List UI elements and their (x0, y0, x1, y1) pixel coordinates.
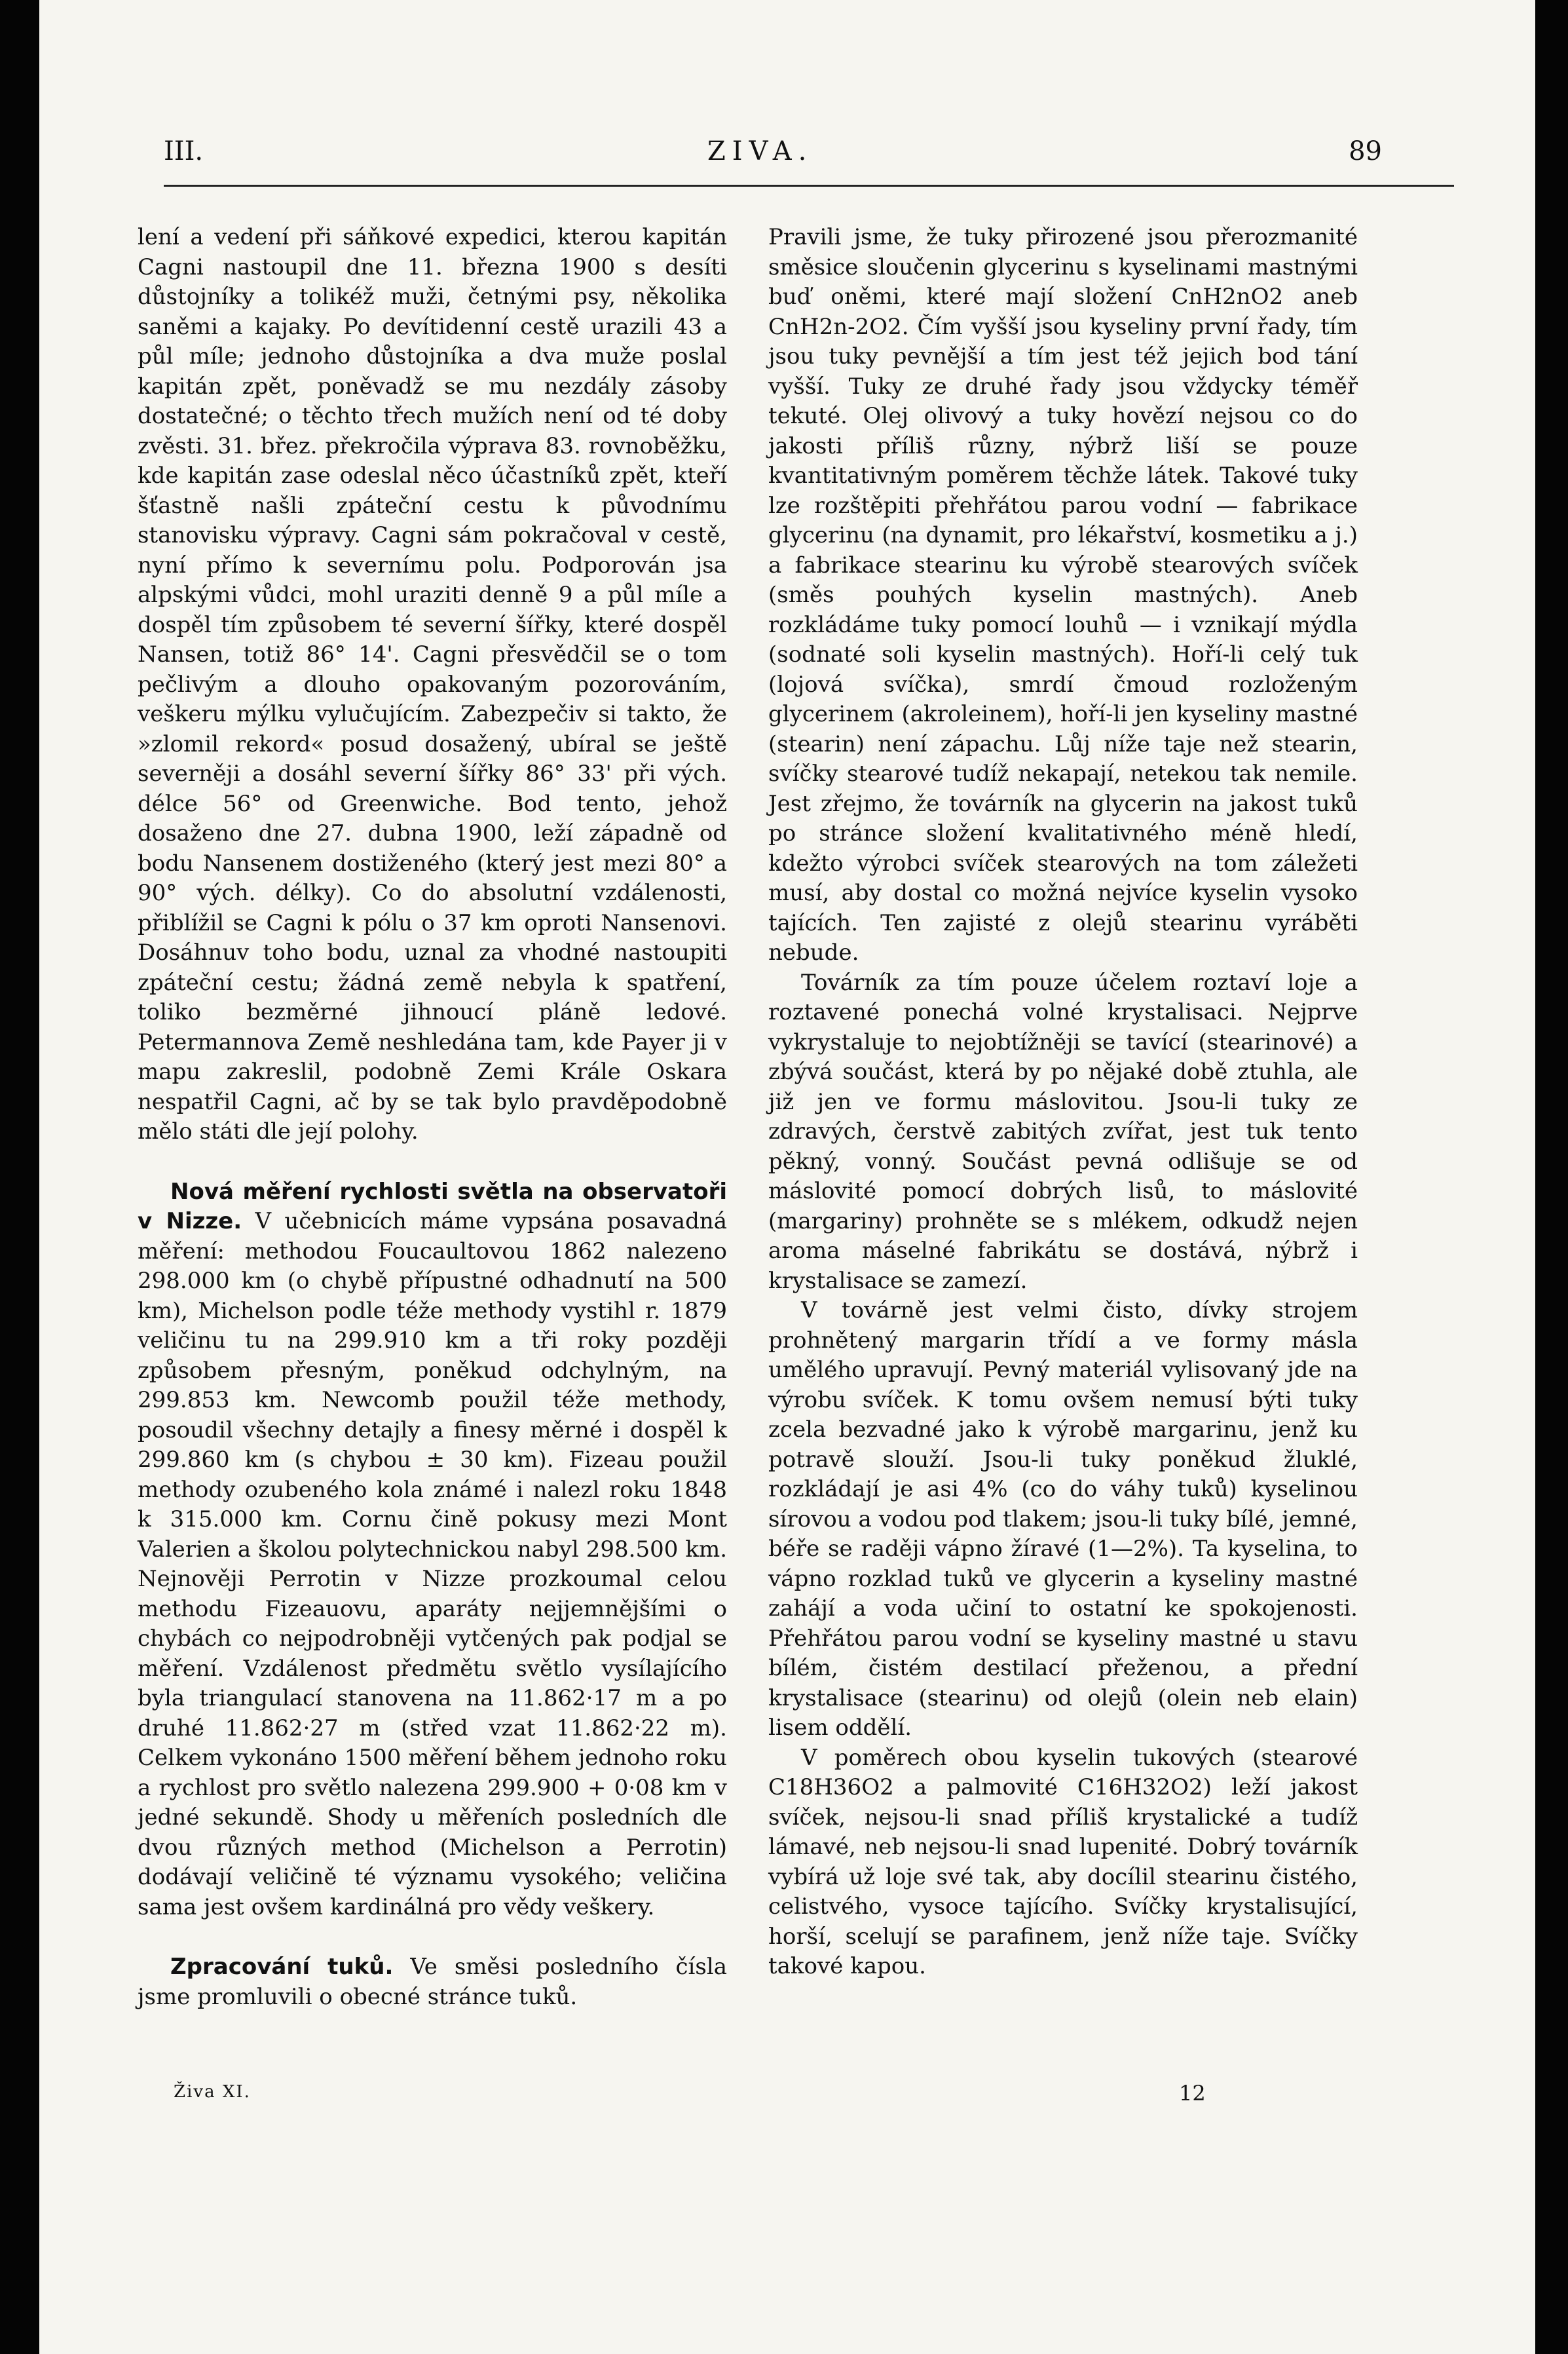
journal-title: ZIVA. (707, 136, 813, 166)
paragraph: Továrník za tím pouze účelem roztaví loje a roztavené ponechá volné krystalisaci. Nejprve vykrystaluje to nejobtížněji se tavící (stearinové) a zbývá součást, která by po nějaké době ztuhla, ale již jen ve formu máslovitou. Jsou-li tuky ze zdravých, čerstvě zabitých zvířat, jest tuk tento pěkný, vonný. Součást pevná odlišuje se od máslovité pomocí dobrých lisů, to máslovité (margariny) prohněte se s mlékem, odkudž nejen aroma máselné fabrikátu se dostává, nýbrž i krystalisace se zamezí. (768, 969, 1358, 1294)
section-body: Ve směsi posledního čísla jsme promluvili o obecné stránce tuků. (138, 1954, 728, 2010)
sheet-number: 12 (1179, 2081, 1206, 2106)
signature-mark: Živa XI. (174, 2082, 251, 2102)
paragraph: Pravili jsme, že tuky přirozené jsou přerozmanité směsice sloučenin glycerinu s kyselinami mastnými buď oněmi, které mají složení CnH2nO2 aneb CnH2n-2O2. Čím vyšší jsou kyseliny první řady, tím jsou tuky pevnější a tím jest též jejich bod tání vyšší. Tuky ze druhé řady jsou vždycky téměř tekuté. Olej olivový a tuky hovězí nejsou co do jakosti příliš různy, nýbrž liší se pouze kvantitativným poměrem těchže látek. Takové tuky lze rozštěpiti přehřátou parou vodní — fabrikace glycerinu (na dynamit, pro lékařství, kosmetiku a j.) a fabrikace stearinu ku výrobě stearových svíček (směs pouhých kyselin mastných). Aneb rozkládáme tuky pomocí louhů — i vznikají mýdla (sodnaté soli kyselin mastných). Hoří-li celý tuk (lojová svíčka), smrdí čmoud rozloženým glycerinem (akroleinem), hoří-li jen kyseliny mastné (stearin) není zápachu. Lůj níže taje než stearin, svíčky stearové tudíž nekapají, netekou tak nemile. Jest zřejmo, že továrník na glycerin na jakost tuků po stránce složení kvalitativného méně hledí, kdežto výrobci svíček stearových na tom záležeti musí, aby dostal co možná nejvíce kyselin vysoko tajících. Ten zajisté z olejů stearinu vyráběti nebude. (768, 224, 1358, 966)
left-column (138, 223, 727, 2012)
page (39, 0, 1535, 2354)
section-body: V učebnicích máme vypsána posavadná měření: methodou Foucaultovou 1862 nalezeno 298.000 km (o chybě přípustné odhadnutí na 500 km), Michelson podle téže methody vystihl r. 1879 veličinu tu na 299.910 km a tři roky později způsobem přesným, poněkud odchylným, na 299.853 km. Newcomb použil téže methody, posoudil všechny detajly a finesy měrné i dospěl k 299.860 km (s chybou ± 30 km). Fizeau použil methody ozubeného kola známé i nalezl roku 1848 k 315.000 km. Cornu čině pokusy mezi Mont Valerien a školou polytechnickou nabyl 298.500 km. Nejnověji Perrotin v Nizze prozkoumal celou methodu Fizeauovu, aparáty nejjemnějšími o chybách co nejpodrobněji vytčených pak podjal se měření. Vzdálenost předmětu světlo vysílajícího byla triangulací stanovena na 11.862·17 m a po druhé 11.862·27 m (střed vzat 11.862·22 m). Celkem vykonáno 1500 měření během jednoho roku a rychlost pro světlo nalezena 299.900 + 0·08 km v jedné sekundě. Shody u měřeních posledních dle dvou různých method (Michelson a Perrotin) dodávají veličině té významu vysokého; veličina sama jest ovšem kardinálná pro vědy veškery. (138, 1208, 728, 1920)
running-header (164, 136, 1382, 176)
right-column (768, 223, 1358, 1982)
article-continuation-paragraph: lení a vedení při sáňkové expedici, kterou kapitán Cagni nastoupil dne 11. března 1900 s desíti důstojníky a tolikéž muži, četnými psy, několika saněmi a kajaky. Po devítidenní cestě urazili 43 a půl míle; jednoho důstojníka a dva muže poslal kapitán zpět, poněvadž se mu nezdály zásoby dostatečné; o těchto třech mužích není od té doby zvěsti. 31. břez. překročila výprava 83. rovnoběžku, kde kapitán zase odeslal něco účastníků zpět, kteří šťastně našli zpáteční cestu k původnímu stanovisku výpravy. Cagni sám pokračoval v cestě, nyní přímo k severnímu polu. Podporován jsa alpskými vůdci, mohl uraziti denně 9 a půl míle a dospěl tím způsobem té severní šířky, které dospěl Nansen, totiž 86° 14'. Cagni přesvědčil se o tom pečlivým a dlouho opakovaným pozorováním, veškeru mýlku vylučujícím. Zabezpečiv si takto, že »zlomil rekord« posud dosažený, ubíral se ještě severněji a dosáhl severní šířky 86° 33' při vých. délce 56° od Greenwiche. Bod tento, jehož dosaženo dne 27. dubna 1900, leží západně od bodu Nansenem dostiženého (který jest mezi 80° a 90° vých. délky). Co do absolutní vzdálenosti, přiblížil se Cagni k pólu o 37 km oproti Nansenovi. Dosáhnuv toho bodu, uznal za vhodné nastoupiti zpáteční cestu; žádná země nebyla k spatření, toliko bezměrné jihnoucí pláně ledové. Petermannova Země neshledána tam, kde Payer ji v mapu zakreslil, podobně Zemi Krále Oskara nespatřil Cagni, ač by se tak bylo pravděpodobně mělo státi dle její polohy. (138, 224, 727, 1145)
light-speed-section (138, 1177, 727, 1923)
fat-processing-section (138, 1952, 727, 2012)
scan-border-right (1535, 0, 1568, 2354)
volume-number: III. (164, 136, 204, 166)
scan-border-left (0, 0, 39, 2354)
section-heading: Nová měření rychlosti světla na observatoři v Nizze. (138, 1178, 727, 1234)
header-rule (164, 185, 1454, 187)
section-heading: Zpracování tuků. (170, 1954, 394, 1980)
page-number: 89 (1349, 136, 1382, 166)
paragraph: V továrně jest velmi čisto, dívky strojem prohnětený margarin třídí a ve formy másla umělého upravují. Pevný materiál vylisovaný jde na výrobu svíček. K tomu ovšem nemusí býti tuky zcela bezvadné jako k výrobě margarinu, jenž ku potravě slouží. Jsou-li tuky poněkud žluklé, rozkládají je asi 4% (co do váhy tuků) kyselinou sírovou a vodou pod tlakem; jsou-li tuky bílé, jemné, béře se raději vápno žíravé (1—2%). Ta kyselina, to vápno rozklad tuků ve glycerin a kyseliny mastné zahájí a voda učiní to ostatní ke spokojenosti. Přehřátou parou vodní se kyseliny mastné u stavu bílém, čistém destilací přeženou, a přední krystalisace (stearinu) od olejů (olein neb elain) lisem oddělí. (768, 1297, 1358, 1741)
paragraph: V poměrech obou kyselin tukových (stearové C18H36O2 a palmovité C16H32O2) leží jakost svíček, nejsou-li snad příliš krystalické a tudíž lámavé, neb nejsou-li snad lupenité. Dobrý továrník vybírá už loje své tak, aby docílil stearinu čistého, celistvého, vysoce tajícího. Svíčky krystalisující, horší, scelují se parafinem, jenž níže taje. Svíčky takové kapou. (768, 1744, 1358, 1979)
